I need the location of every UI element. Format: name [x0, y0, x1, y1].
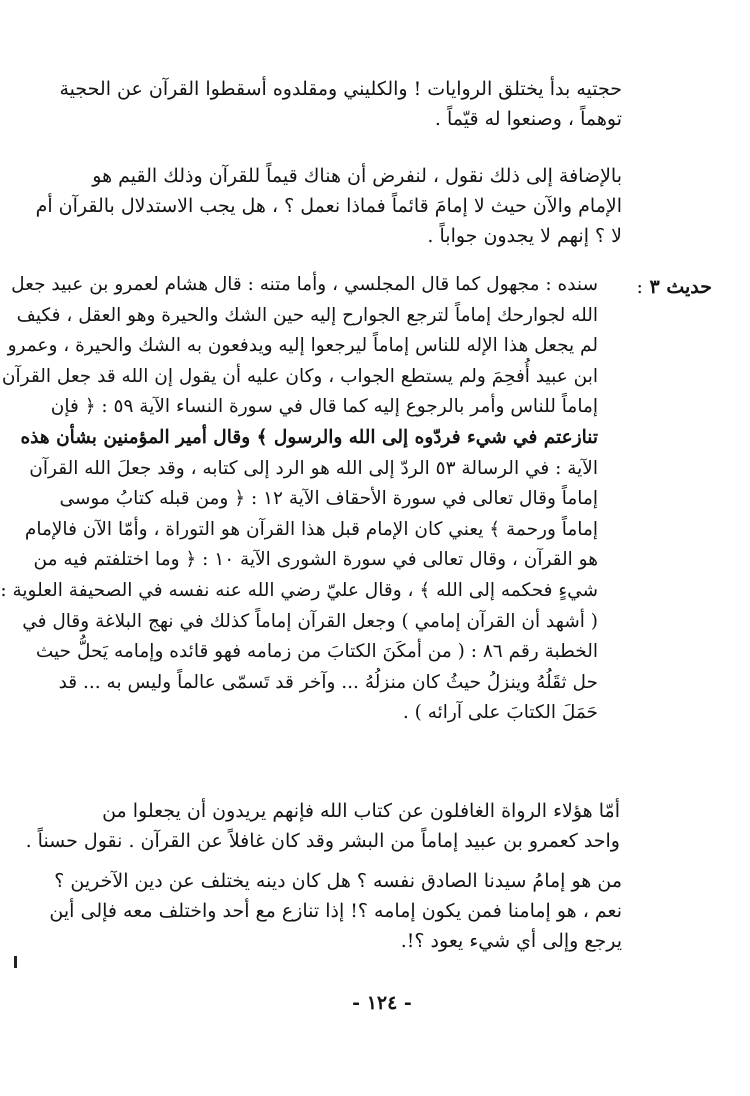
text-line: الإمام والآن حيث لا إمامَ قائماً فماذا نعمل ؟ ، هل يجب الاستدلال بالقرآن أم: [35, 195, 622, 217]
text-line: حل ثقَلُهُ وينزلُ حيثُ كان منزلُهُ ... وآخر قد تَسمّى عالماً وليس به ... قد: [58, 671, 598, 693]
paragraph-5: [49, 866, 622, 956]
quran-quote-line: تنازعتم في شيء فردّوه إلى الله والرسول ﴾ وقال أمير المؤمنين بشأن هذه: [20, 426, 598, 448]
text-line: يرجع وإلى أي شيء يعود ؟!.: [400, 930, 622, 952]
paragraph-1: [59, 74, 622, 134]
text-line: نعم ، هو إمامنا فمن يكون إمامه ؟! إذا تنازع مع أحد واختلف معه فإلى أين: [49, 900, 622, 922]
text-line: حجتيه بدأ يختلق الروايات ! والكليني ومقلدوه أسقطوا القرآن عن الحجية: [59, 78, 622, 100]
text-line: بالإضافة إلى ذلك نقول ، لنفرض أن هناك قيماً للقرآن وذلك القيم هو: [92, 165, 622, 187]
text-line: لم يجعل هذا الإله للناس إماماً ليرجعوا إليه ويدفعون به الشك والحيرة ، وعمرو: [7, 335, 598, 357]
text-line: إماماً ورحمة ﴾ يعني كان الإمام قبل هذا القرآن هو التوراة ، وأمّا الآن فالإمام: [24, 518, 598, 540]
text-line: إماماً وقال تعالى في سورة الأحقاف الآية ١٢ : ﴿ ومن قبله كتابُ موسى: [59, 488, 598, 510]
text-line: توهماً ، وصنعوا له قيّماً .: [434, 108, 622, 130]
text-line: واحد كعمرو بن عبيد إماماً من البشر وقد كان غافلاً عن القرآن . نقول حسناً .: [25, 830, 620, 852]
text-line: شيءٍ فحكمه إلى الله ﴾ ، وقال عليّ رضي الله عنه نفسه في الصحيفة العلوية :: [0, 579, 598, 601]
text-line: الآية : في الرسالة ٥٣ الردّ إلى الله هو الرد إلى كتابه ، وقد جعلَ الله القرآن: [29, 457, 598, 479]
text-line: هو القرآن ، وقال تعالى في سورة الشورى الآية ١٠ : ﴿ وما اختلفتم فيه من: [33, 549, 598, 571]
scan-edge-mark: [14, 956, 17, 968]
text-line: ( أشهد أن القرآن إمامي ) وجعل القرآن إماماً كذلك في نهج البلاغة وقال في: [22, 610, 598, 632]
text-line: ابن عبيد أُفحِمَ ولم يستطع الجواب ، وكان عليه أن يقول إن الله قد جعل القرآن: [1, 365, 598, 387]
text-line: إماماً للناس وأمر بالرجوع إليه كما قال في سورة النساء الآية ٥٩ : ﴿ فإن: [50, 396, 598, 418]
page-number: - ١٢٤ -: [352, 992, 412, 1014]
text-line: من هو إمامُ سيدنا الصادق نفسه ؟ هل كان دينه يختلف عن دين الآخرين ؟: [54, 870, 622, 892]
hadith-label: [636, 276, 712, 298]
hadith-label-text: حديث ٣: [649, 276, 712, 298]
paragraph-3-hadith-commentary: [0, 270, 598, 729]
hadith-label-separator: :: [636, 276, 643, 298]
text-line: لا ؟ إنهم لا يجدون جواباً .: [427, 225, 622, 247]
text-line: سنده : مجهول كما قال المجلسي ، وأما متنه : قال هشام لعمرو بن عبيد جعل: [11, 274, 598, 295]
text-line: الله لجوارحك إماماً لترجع الجوارح إليه حين الشك والحيرة وهو العقل ، فكيف: [16, 304, 598, 326]
paragraph-2: [35, 161, 622, 251]
paragraph-4: [25, 796, 620, 856]
text-line: الخطبة رقم ٨٦ : ( من أمكَنَ الكتابَ من زمامه فهو قائده وإمامه يَحلُّ حيث: [35, 641, 598, 663]
text-line: أمّا هؤلاء الرواة الغافلون عن كتاب الله فإنهم يريدون أن يجعلوا من: [102, 800, 620, 822]
text-line: حَمَلَ الكتابَ على آرائه ) .: [402, 702, 598, 724]
